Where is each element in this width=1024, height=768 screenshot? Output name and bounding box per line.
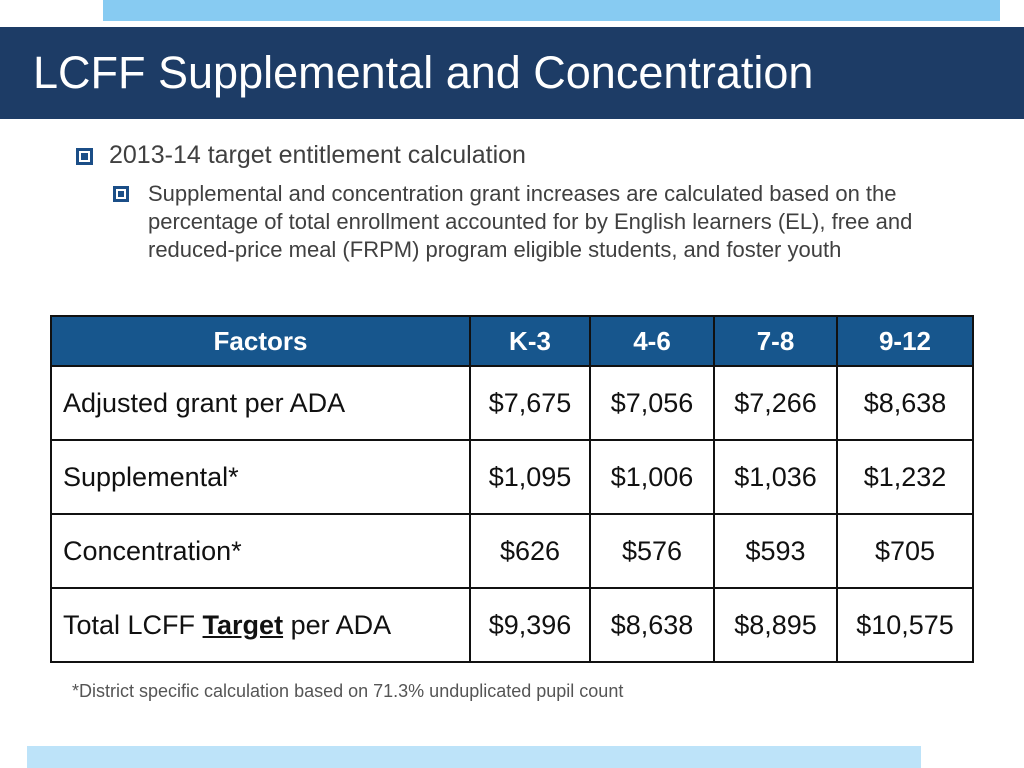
footnote: *District specific calculation based on 71.3% unduplicated pupil count bbox=[72, 681, 624, 701]
total-label-prefix: Total LCFF bbox=[63, 609, 203, 640]
table-cell: $1,006 bbox=[590, 440, 714, 514]
table-row bbox=[51, 366, 973, 440]
table-cell: $7,675 bbox=[470, 366, 590, 440]
header-k-3: K-3 bbox=[470, 316, 590, 366]
header-9-12: 9-12 bbox=[837, 316, 973, 366]
header-7-8: 7-8 bbox=[714, 316, 837, 366]
square-bullet-icon bbox=[76, 148, 93, 165]
top-accent-bar bbox=[103, 0, 1000, 21]
table-cell: $7,266 bbox=[714, 366, 837, 440]
table-cell: $1,036 bbox=[714, 440, 837, 514]
table-cell: $8,638 bbox=[837, 366, 973, 440]
header-4-6: 4-6 bbox=[590, 316, 714, 366]
slide-title: LCFF Supplemental and Concentration bbox=[33, 47, 814, 98]
table-cell: $7,056 bbox=[590, 366, 714, 440]
table-cell: $10,575 bbox=[837, 588, 973, 662]
table-cell: $593 bbox=[714, 514, 837, 588]
bullet-level2-text: Supplemental and concentration grant increases are calculated based on the percentage of total enrollment accounted for by English learners (EL), free and reduced-price meal (FRPM) program eligible students, and foster youth bbox=[148, 181, 913, 262]
table-cell: $8,638 bbox=[590, 588, 714, 662]
bullet-level2 bbox=[113, 180, 973, 264]
bottom-accent-bar bbox=[27, 746, 921, 768]
header-factors: Factors bbox=[51, 316, 470, 366]
lcff-table bbox=[50, 315, 974, 663]
total-label-suffix: per ADA bbox=[283, 609, 392, 640]
row-factor-label: Adjusted grant per ADA bbox=[51, 366, 470, 440]
table-cell: $576 bbox=[590, 514, 714, 588]
square-bullet-icon bbox=[113, 186, 129, 202]
table-cell: $1,232 bbox=[837, 440, 973, 514]
total-label-target: Target bbox=[202, 609, 284, 640]
table-cell: $8,895 bbox=[714, 588, 837, 662]
table-row bbox=[51, 514, 973, 588]
row-factor-label: Supplemental* bbox=[51, 440, 470, 514]
bullet-level1 bbox=[76, 141, 526, 170]
bullet-level1-text: 2013-14 target entitlement calculation bbox=[109, 141, 526, 169]
table-cell: $626 bbox=[470, 514, 590, 588]
table-cell: $9,396 bbox=[470, 588, 590, 662]
table-cell: $705 bbox=[837, 514, 973, 588]
row-factor-label bbox=[51, 588, 470, 662]
table-cell: $1,095 bbox=[470, 440, 590, 514]
table-header-row bbox=[51, 316, 973, 366]
row-factor-label: Concentration* bbox=[51, 514, 470, 588]
table-row bbox=[51, 440, 973, 514]
table-row-total bbox=[51, 588, 973, 662]
